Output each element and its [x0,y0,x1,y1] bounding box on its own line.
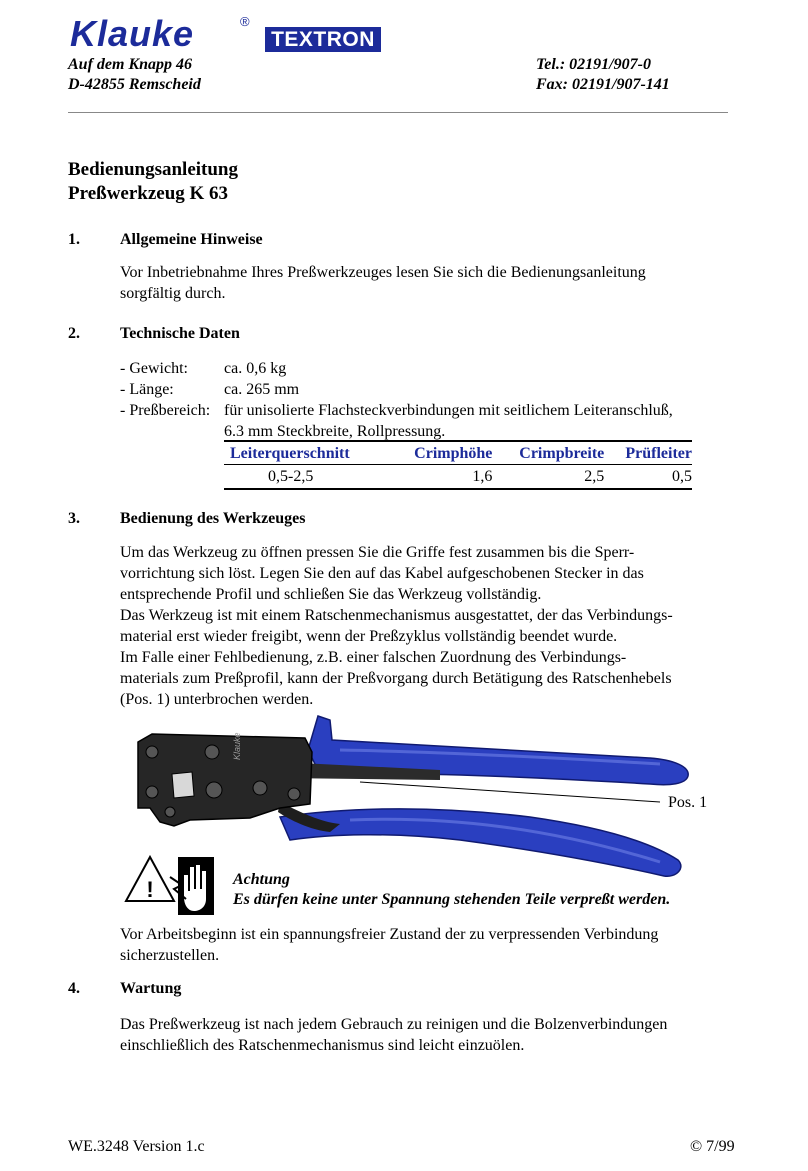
section-4-text: Das Preßwerkzeug ist nach jedem Gebrauch zu reinigen und die Bolzenverbindungen einschließlich des Ratschenmechanismus sind leicht einzuölen. [120,1016,668,1054]
address-city: D-42855 Remscheid [68,76,201,93]
klauke-logo: Klauke [70,13,195,54]
spec-value-range-cont: 6.3 mm Steckbreite, Rollpressung. [224,423,446,440]
section-1-number: 1. [68,231,80,248]
section-4-number: 4. [68,980,80,997]
col-header: Prüfleiter [604,441,692,465]
doc-title: Bedienungsanleitung [68,159,238,180]
footer-date: © 7/99 [690,1138,735,1155]
section-2-title: Technische Daten [120,325,240,342]
section-3-after-text: Vor Arbeitsbeginn ist ein spannungsfreier Zustand der zu verpressenden Verbindung sicherzustellen. [120,926,659,964]
section-3-text: Um das Werkzeug zu öffnen pressen Sie die Griffe fest zusammen bis die Sperr- vorrichtung sich löst. Legen Sie den auf das Kabel aufgeschobenen Stecker in das entsprechende Profil und schließen Sie das Werkzeug vollständig. Das Werkzeug ist mit einem Ratschenmechanismus ausgestattet, der das Verbindungs- material erst wieder freigibt, wenn der Preßzyklus vollständig beendet wurde. Im Falle einer Fehlbedienung, z.B. einer falschen Zuordnung des Verbindungs- materials zum Preßprofil, kann der Preßvorgang durch Betätigung des Ratschenhebels (Pos. 1) unterbrochen werden. [120,544,673,708]
warning-icon [122,853,222,919]
electric-shock-icon [170,857,214,915]
table-cell: 0,5 [672,468,692,485]
section-4-title: Wartung [120,980,182,997]
section-2-number: 2. [68,325,80,342]
doc-subtitle: Preßwerkzeug K 63 [68,183,229,204]
spec-value-length: ca. 265 mm [224,381,300,398]
textron-logo: TEXTRON [265,27,381,52]
crimp-data-table [224,440,692,490]
spec-value-weight: ca. 0,6 kg [224,360,287,377]
section-1-text: Vor Inbetriebnahme Ihres Preßwerkzeuges lesen Sie sich die Bedienungsanleitung sorgfältig durch. [120,264,646,302]
tool-engraving: Klauke [232,732,242,760]
section-1-title: Allgemeine Hinweise [120,231,263,248]
col-header: Leiterquerschnitt [224,441,389,465]
fax-number: Fax: 02191/907-141 [536,76,670,93]
footer-version: WE.3248 Version 1.c [68,1138,205,1155]
header-divider [68,112,728,113]
table-cell: 2,5 [584,468,605,485]
svg-text:!: ! [146,877,154,902]
col-header: Crimpbreite [492,441,604,465]
spec-value-range: für unisolierte Flachsteckverbindungen mit seitlichem Leiteranschluß, [224,402,673,419]
table-row [224,465,692,490]
spec-label-weight: - Gewicht: [120,360,188,377]
table-header-row [224,441,692,465]
warning-text: Es dürfen keine unter Spannung stehenden Teile verpreßt werden. [233,891,671,908]
warning-title: Achtung [233,871,290,888]
col-header: Crimphöhe [389,441,492,465]
pos-1-label: Pos. 1 [668,794,708,811]
registered-mark: ® [240,14,250,29]
table-cell: 0,5-2,5 [268,468,314,485]
section-3-number: 3. [68,510,80,527]
spec-label-length: - Länge: [120,381,174,398]
section-3-title: Bedienung des Werkzeuges [120,510,306,527]
spec-label-range: - Preßbereich: [120,402,211,419]
phone-number: Tel.: 02191/907-0 [536,56,651,73]
address-street: Auf dem Knapp 46 [68,56,193,73]
table-cell: 1,6 [472,468,493,485]
